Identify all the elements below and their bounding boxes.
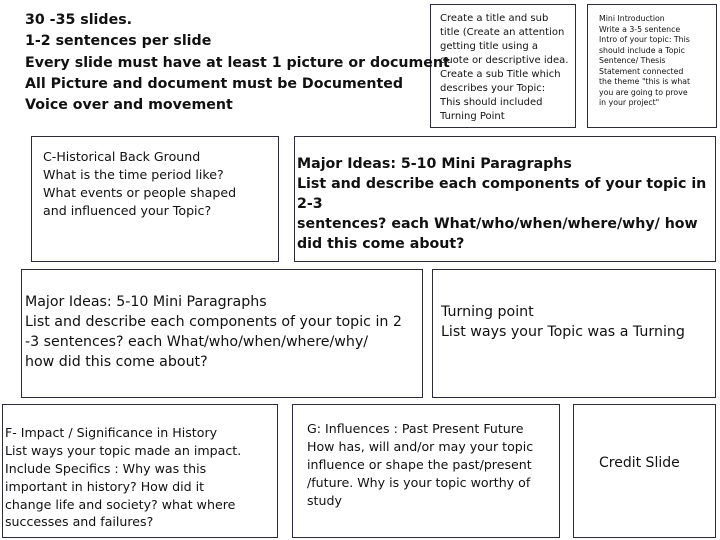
mini-intro-text: Mini Introduction Write a 3-5 sentence Intro of your topic: This should include a Topic Sentence/ Thesis Statement connected the theme "this is what you are going to prove in your project" xyxy=(599,14,691,108)
impact-text: F- Impact / Significance in History List ways your topic made an impact. Include Specifics : Why was this important in history? How did it change life and society? what where successes and failures? xyxy=(5,425,242,530)
credit-text: Credit Slide xyxy=(599,455,680,471)
title-slide-text: Create a title and sub title (Create an attention getting title using a quote or descriptive idea. Create a sub Title which describes your Topic: This should included Turning Point xyxy=(440,13,569,122)
turning-point-text: Turning point List ways your Topic was a Turning xyxy=(441,304,685,340)
major-ideas-1-text: Major Ideas: 5-10 Mini Paragraphs List and describe each components of your topic in 2-3 sentences? each What/who/when/where/why/ how did this come about? xyxy=(297,156,707,252)
influences-text: G: Influences : Past Present Future How has, will and/or may your topic influence or shape the past/present /future. Why is your topic worthy of study xyxy=(307,421,534,508)
historical-text: C-Historical Back Ground What is the time period like? What events or people shaped and influenced your Topic? xyxy=(43,149,237,218)
major-ideas-2-text: Major Ideas: 5-10 Mini Paragraphs List and describe each components of your topic in 2 -3 sentences? each What/who/when/where/why/ how did this come about? xyxy=(25,294,402,370)
header-instructions: 30 -35 slides. 1-2 sentences per slide Every slide must have at least 1 picture or document All Picture and document must be Documented Voice over and movement xyxy=(25,12,450,114)
